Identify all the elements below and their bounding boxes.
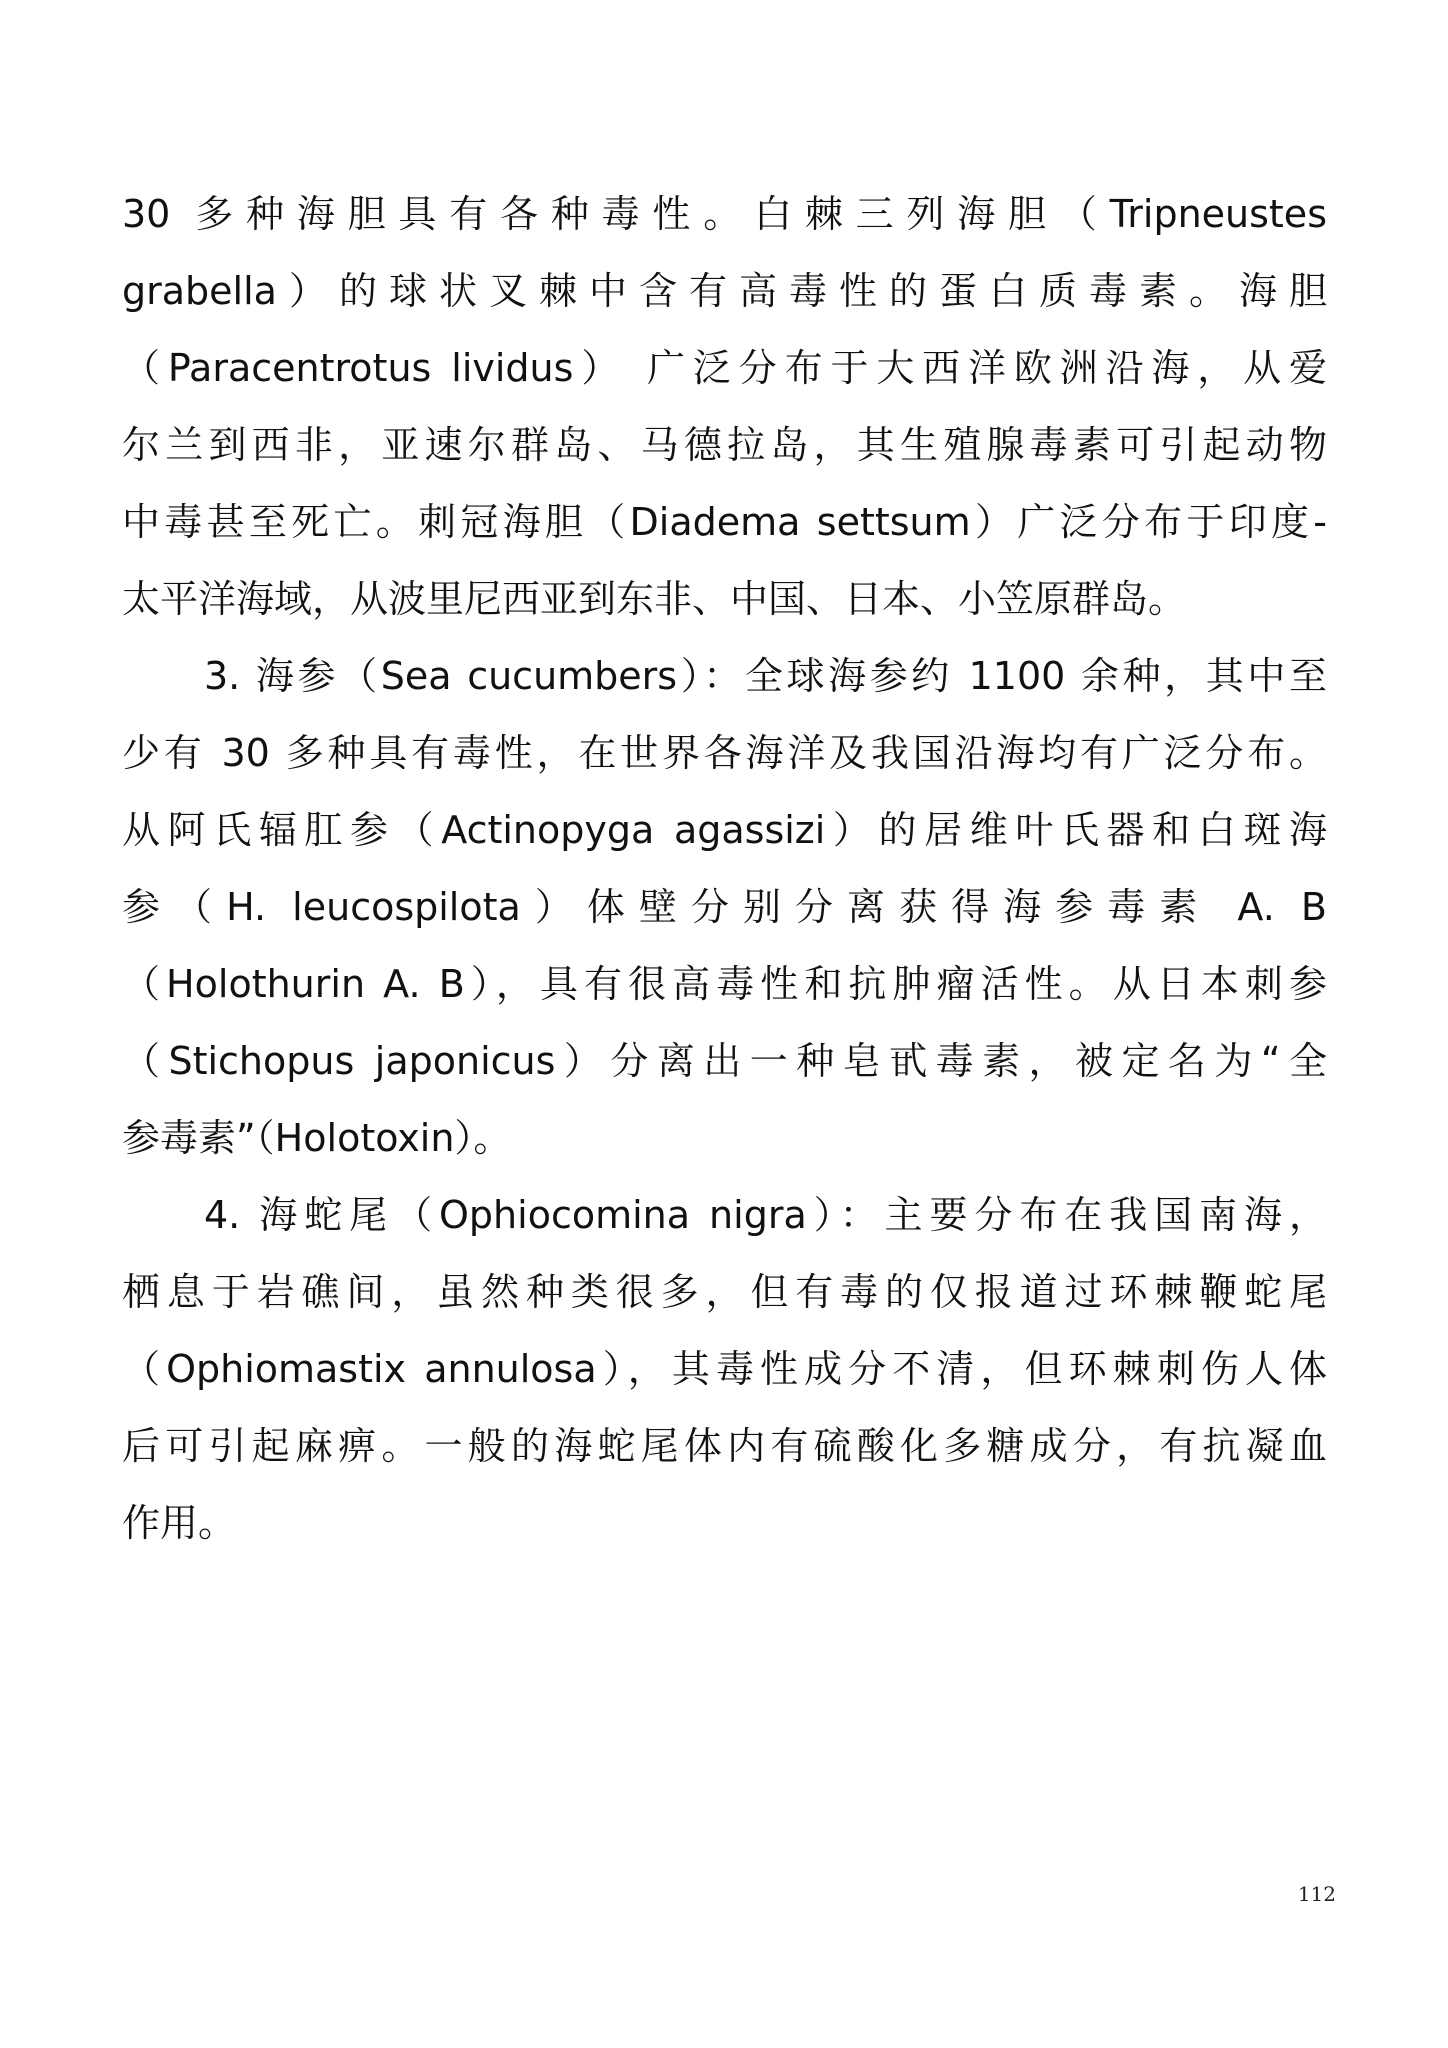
text-line: 作用。 [122, 1501, 237, 1545]
paragraph-sea-cucumbers [122, 638, 1327, 1177]
text-line: 少有 30 多种具有毒性，在世界各海洋及我国沿海均有广泛分布。 [122, 731, 1327, 775]
text-line: 参毒素”（Holotoxin）。 [122, 1116, 512, 1160]
text-line: grabella）的球状叉棘中含有高毒性的蛋白质毒素。海胆 [122, 269, 1327, 313]
text-line: 30 多种海胆具有各种毒性。白棘三列海胆（Tripneustes [122, 192, 1327, 236]
text-line: 从阿氏辐肛参（Actinopyga agassizi）的居维叶氏器和白斑海 [122, 808, 1327, 852]
paragraph-sea-urchins [122, 176, 1327, 638]
text-line: 参（H. leucospilota）体壁分别分离获得海参毒素 A. B [122, 885, 1327, 929]
paragraph-brittle-stars [122, 1177, 1327, 1562]
text-line: 尔兰到西非，亚速尔群岛、马德拉岛，其生殖腺毒素可引起动物 [122, 423, 1327, 467]
page-number: 112 [1297, 1882, 1336, 1906]
text-line: （Holothurin A. B），具有很高毒性和抗肿瘤活性。从日本刺参 [122, 962, 1327, 1006]
text-line: （Stichopus japonicus）分离出一种皂甙毒素，被定名为“全 [122, 1039, 1327, 1083]
text-line: 栖息于岩礁间，虽然种类很多，但有毒的仅报道过环棘鞭蛇尾 [122, 1270, 1327, 1314]
text-line: （Ophiomastix annulosa），其毒性成分不清，但环棘刺伤人体 [122, 1347, 1327, 1391]
text-line: 中毒甚至死亡。刺冠海胆（Diadema settsum）广泛分布于印度- [122, 500, 1327, 544]
text-line: 太平洋海域，从波里尼西亚到东非、中国、日本、小笠原群岛。 [122, 577, 1187, 621]
text-line: 4. 海蛇尾（Ophiocomina nigra）：主要分布在我国南海， [204, 1193, 1327, 1237]
text-line: 3. 海参（Sea cucumbers）：全球海参约 1100 余种，其中至 [204, 654, 1327, 698]
body-text [122, 176, 1327, 1562]
text-line: 后可引起麻痹。一般的海蛇尾体内有硫酸化多糖成分，有抗凝血 [122, 1424, 1327, 1468]
text-line: （Paracentrotus lividus） 广泛分布于大西洋欧洲沿海，从爱 [122, 346, 1327, 390]
